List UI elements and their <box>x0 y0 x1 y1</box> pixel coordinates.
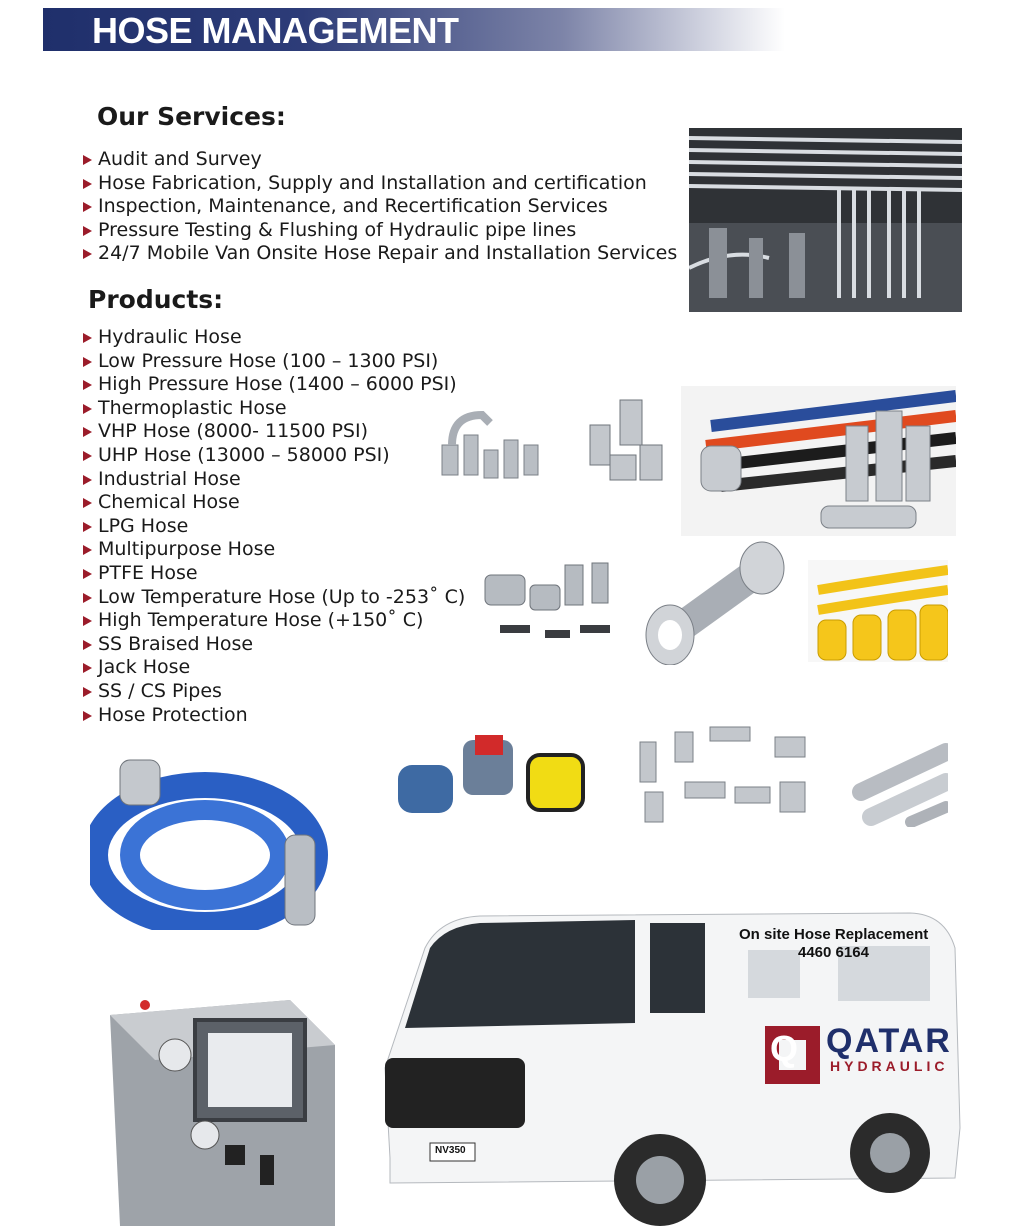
product-item-label: Low Pressure Hose (100 – 1300 PSI) <box>98 349 439 372</box>
product-item-label: SS / CS Pipes <box>98 679 222 702</box>
bullet-arrow-icon <box>83 179 92 189</box>
hose-protection-photo <box>808 560 948 662</box>
layflat-hose-photo <box>90 745 335 930</box>
ss-pipes-photo <box>846 737 948 827</box>
product-item-label: VHP Hose (8000- 11500 PSI) <box>98 420 368 443</box>
bullet-arrow-icon <box>83 427 92 437</box>
product-item-label: Multipurpose Hose <box>98 538 276 561</box>
bullet-arrow-icon <box>83 357 92 367</box>
quick-couplings-photo <box>580 395 675 490</box>
product-item <box>80 444 465 468</box>
product-item <box>80 680 465 704</box>
service-item-label: Pressure Testing & Flushing of Hydraulic pipe lines <box>98 218 577 241</box>
van-brand-name: QATAR <box>826 1022 952 1060</box>
bullet-arrow-icon <box>83 711 92 721</box>
product-item <box>80 420 465 444</box>
product-item-label: LPG Hose <box>98 514 189 537</box>
services-heading: Our Services: <box>97 102 286 131</box>
product-item-label: Industrial Hose <box>98 467 241 490</box>
product-item-label: PTFE Hose <box>98 561 198 584</box>
product-item <box>80 373 465 397</box>
page-title: HOSE MANAGEMENT <box>92 10 459 51</box>
services-list <box>80 148 677 266</box>
product-item-label: High Pressure Hose (1400 – 6000 PSI) <box>98 373 457 396</box>
product-item <box>80 704 465 728</box>
products-heading: Products: <box>88 285 224 314</box>
van-headline: On site Hose Replacement <box>739 926 929 943</box>
hydraulic-pipes-photo <box>689 128 962 312</box>
service-item <box>80 219 677 243</box>
product-item <box>80 350 465 374</box>
bullet-arrow-icon <box>83 249 92 259</box>
service-item-label: Audit and Survey <box>98 148 262 170</box>
product-item-label: High Temperature Hose (+150˚ C) <box>98 609 424 632</box>
service-item <box>80 195 677 219</box>
van-phone: 4460 6164 <box>798 944 869 961</box>
bullet-arrow-icon <box>83 616 92 626</box>
products-list <box>80 326 465 727</box>
flanges-fittings-photo <box>480 555 618 660</box>
product-item <box>80 491 465 515</box>
product-item <box>80 538 465 562</box>
product-item-label: UHP Hose (13000 – 58000 PSI) <box>98 443 390 466</box>
product-item <box>80 633 465 657</box>
bullet-arrow-icon <box>83 593 92 603</box>
service-item <box>80 242 677 266</box>
service-item-label: Hose Fabrication, Supply and Installation and certification <box>98 171 647 194</box>
van-brand-sub: HYDRAULIC <box>830 1058 949 1074</box>
hydraulic-hoses-photo <box>681 386 956 536</box>
ptfe-braided-hose-photo <box>640 540 790 665</box>
bullet-arrow-icon <box>83 380 92 390</box>
bullet-arrow-icon <box>83 451 92 461</box>
product-item-label: Chemical Hose <box>98 491 240 514</box>
bullet-arrow-icon <box>83 155 92 165</box>
pressure-test-rig-photo <box>100 995 340 1226</box>
bullet-arrow-icon <box>83 569 92 579</box>
hose-fittings-photo <box>432 405 557 485</box>
product-item-label: Hydraulic Hose <box>98 326 242 348</box>
product-item <box>80 326 465 350</box>
bullet-arrow-icon <box>83 202 92 212</box>
compression-fittings-photo <box>635 722 820 832</box>
product-item-label: SS Braised Hose <box>98 632 254 655</box>
product-item <box>80 397 465 421</box>
bullet-arrow-icon <box>83 663 92 673</box>
van-plate: NV350 <box>435 1145 466 1156</box>
product-item <box>80 656 465 680</box>
bullet-arrow-icon <box>83 475 92 485</box>
product-item-label: Low Temperature Hose (Up to -253˚ C) <box>98 585 466 608</box>
service-item-label: Inspection, Maintenance, and Recertification Services <box>98 195 608 218</box>
service-item-label: 24/7 Mobile Van Onsite Hose Repair and Installation Services <box>98 242 678 265</box>
bullet-arrow-icon <box>83 498 92 508</box>
product-item-label: Hose Protection <box>98 703 248 726</box>
product-item <box>80 562 465 586</box>
bullet-arrow-icon <box>83 545 92 555</box>
bullet-arrow-icon <box>83 640 92 650</box>
bullet-arrow-icon <box>83 333 92 343</box>
service-item <box>80 172 677 196</box>
product-item-label: Thermoplastic Hose <box>98 396 287 419</box>
product-item <box>80 468 465 492</box>
bullet-arrow-icon <box>83 404 92 414</box>
hammer-unions-photo <box>383 735 593 820</box>
product-item-label: Jack Hose <box>98 656 191 679</box>
bullet-arrow-icon <box>83 226 92 236</box>
product-item <box>80 586 465 610</box>
service-item <box>80 148 677 172</box>
product-item <box>80 515 465 539</box>
van-brand-letter: Q <box>770 1028 799 1069</box>
product-item <box>80 609 465 633</box>
bullet-arrow-icon <box>83 522 92 532</box>
bullet-arrow-icon <box>83 687 92 697</box>
